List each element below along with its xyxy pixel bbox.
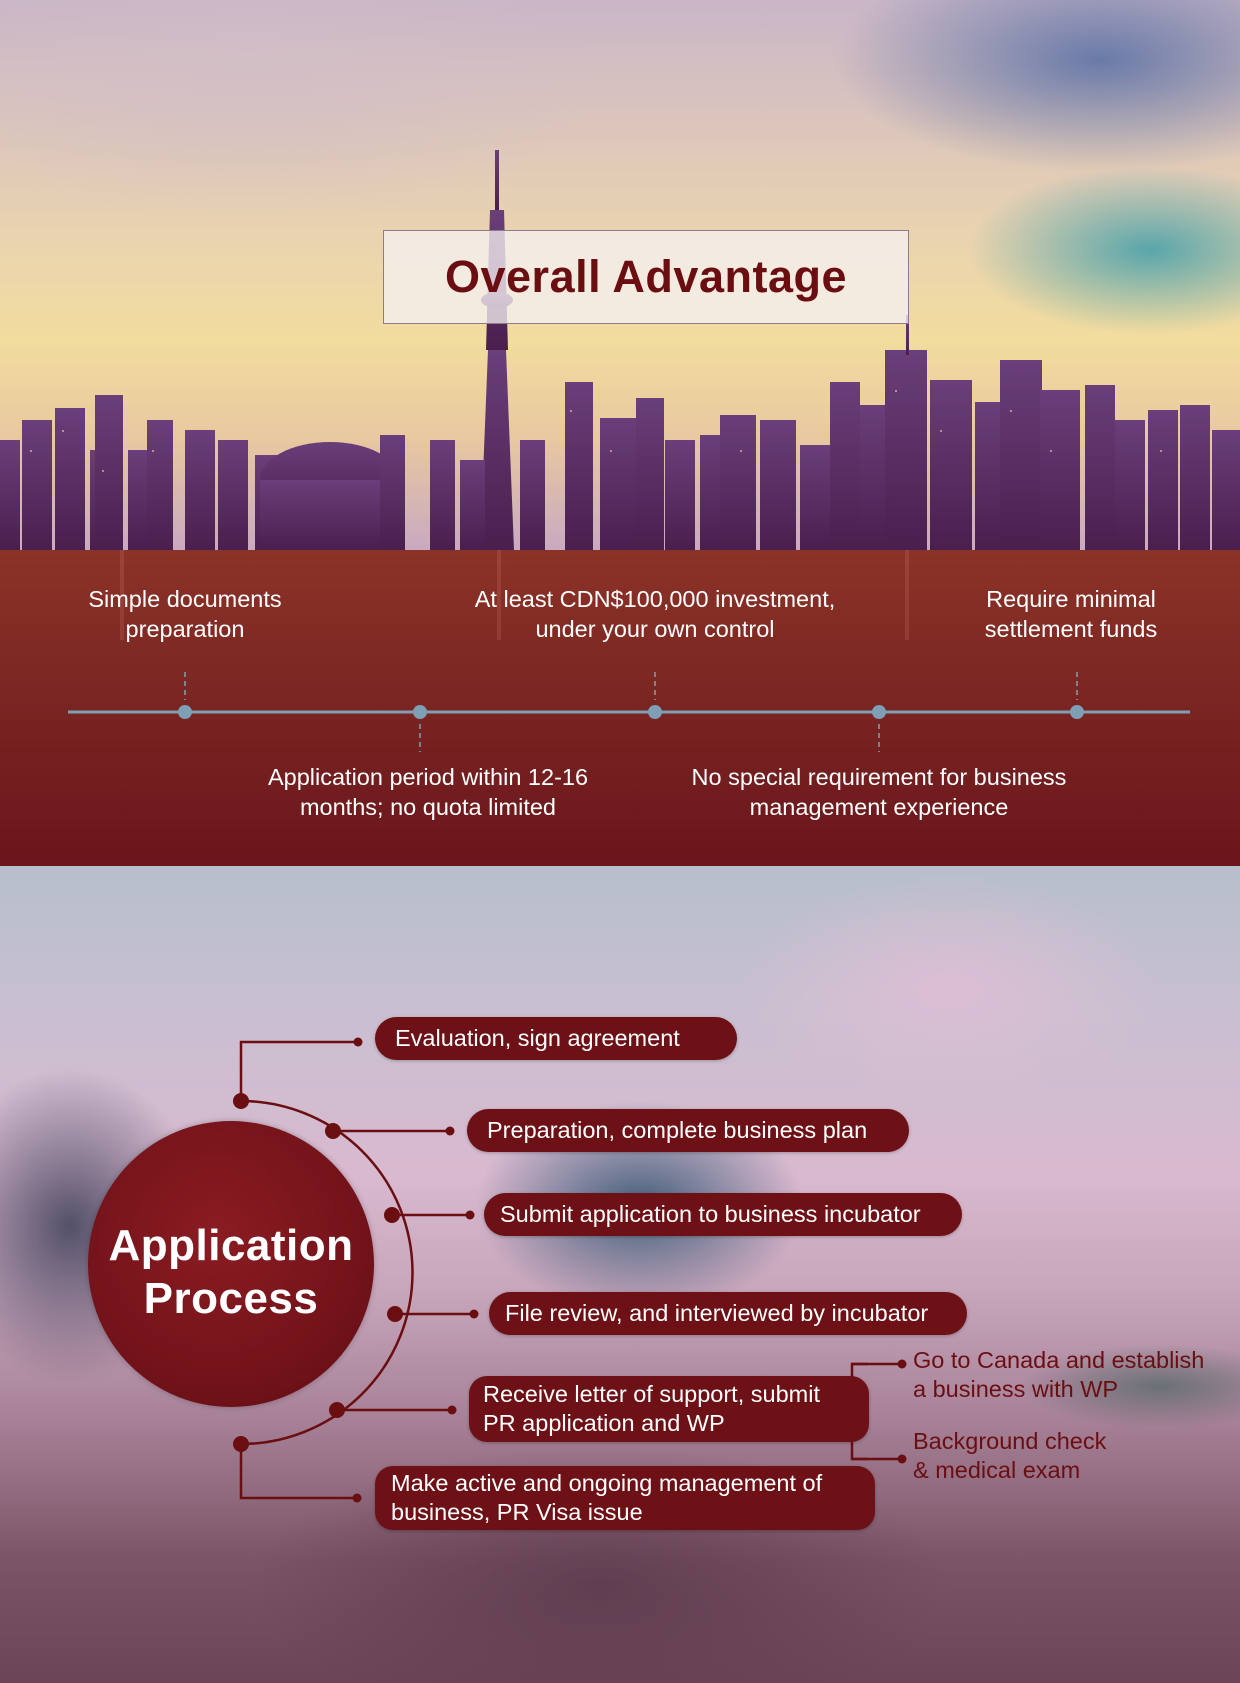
toronto-skyline-illustration <box>0 150 1240 550</box>
timeline-node <box>178 705 192 719</box>
branch-label: Background check <box>913 1428 1107 1454</box>
advantage-line: Application period within 12-16 <box>267 764 589 790</box>
advantage-line: At least CDN$100,000 investment, <box>474 586 836 612</box>
arc-node <box>387 1306 403 1322</box>
arc-node <box>233 1093 249 1109</box>
advantage-application-period <box>268 762 588 822</box>
step-letter-of-support <box>469 1376 869 1442</box>
connector-end-dot <box>466 1211 475 1220</box>
arc-node <box>233 1436 249 1452</box>
step-ongoing-management <box>375 1466 875 1530</box>
advantage-line: No special requirement for business <box>691 764 1067 790</box>
connector-end-dot <box>898 1455 907 1464</box>
step-label: Make active and ongoing management of <box>391 1470 823 1496</box>
arc-node <box>384 1207 400 1223</box>
connector-end-dot <box>470 1310 479 1319</box>
advantage-settlement-funds <box>985 584 1157 644</box>
advantage-line: Simple documents <box>88 586 282 612</box>
process-title-line: Process <box>143 1274 319 1323</box>
advantage-investment <box>475 584 836 644</box>
step-label: Receive letter of support, submit <box>483 1381 820 1407</box>
timeline-node <box>648 705 662 719</box>
connector-step-6 <box>241 1444 357 1498</box>
branch-label: Go to Canada and establish <box>913 1347 1205 1373</box>
application-process-title <box>88 1219 374 1325</box>
advantage-line: months; no quota limited <box>299 794 557 820</box>
connector-end-dot <box>898 1360 907 1369</box>
step-label: Preparation, complete business plan <box>487 1117 868 1143</box>
connector-end-dot <box>446 1127 455 1136</box>
connector-end-dot <box>448 1406 457 1415</box>
step-label: File review, and interviewed by incubator <box>505 1300 929 1326</box>
step-submit-application <box>484 1193 962 1236</box>
advantage-line: management experience <box>749 794 1009 820</box>
step-label: Evaluation, sign agreement <box>395 1025 680 1051</box>
step-preparation <box>467 1109 909 1152</box>
advantage-no-experience <box>692 762 1067 822</box>
branch-label: & medical exam <box>913 1457 1081 1483</box>
step-label: business, PR Visa issue <box>391 1499 643 1525</box>
advantage-line: settlement funds <box>984 616 1158 642</box>
overall-advantage-title-box <box>383 230 909 324</box>
arc-node <box>329 1402 345 1418</box>
application-process-section <box>0 866 1240 1683</box>
connector-step-1 <box>241 1042 358 1101</box>
connector-end-dot <box>354 1038 363 1047</box>
arc-node <box>325 1123 341 1139</box>
step-file-review <box>489 1292 967 1335</box>
branch-establish-business <box>913 1346 1204 1404</box>
timeline-node <box>872 705 886 719</box>
process-title-line: Application <box>108 1221 354 1270</box>
connector-end-dot <box>353 1494 362 1503</box>
advantages-band <box>0 550 1240 866</box>
advantage-simple-documents <box>88 584 281 644</box>
step-label: PR application and WP <box>483 1410 725 1436</box>
advantage-line: preparation <box>125 616 245 642</box>
branch-background-check <box>913 1427 1106 1485</box>
timeline-node <box>413 705 427 719</box>
timeline-node <box>1070 705 1084 719</box>
advantage-line: Require minimal <box>986 586 1156 612</box>
overall-advantage-title: Overall Advantage <box>445 251 847 302</box>
step-evaluation <box>375 1017 737 1060</box>
step-label: Submit application to business incubator <box>500 1201 921 1227</box>
branch-label: a business with WP <box>913 1376 1119 1402</box>
skyline-background <box>0 0 1240 550</box>
advantage-line: under your own control <box>535 616 775 642</box>
